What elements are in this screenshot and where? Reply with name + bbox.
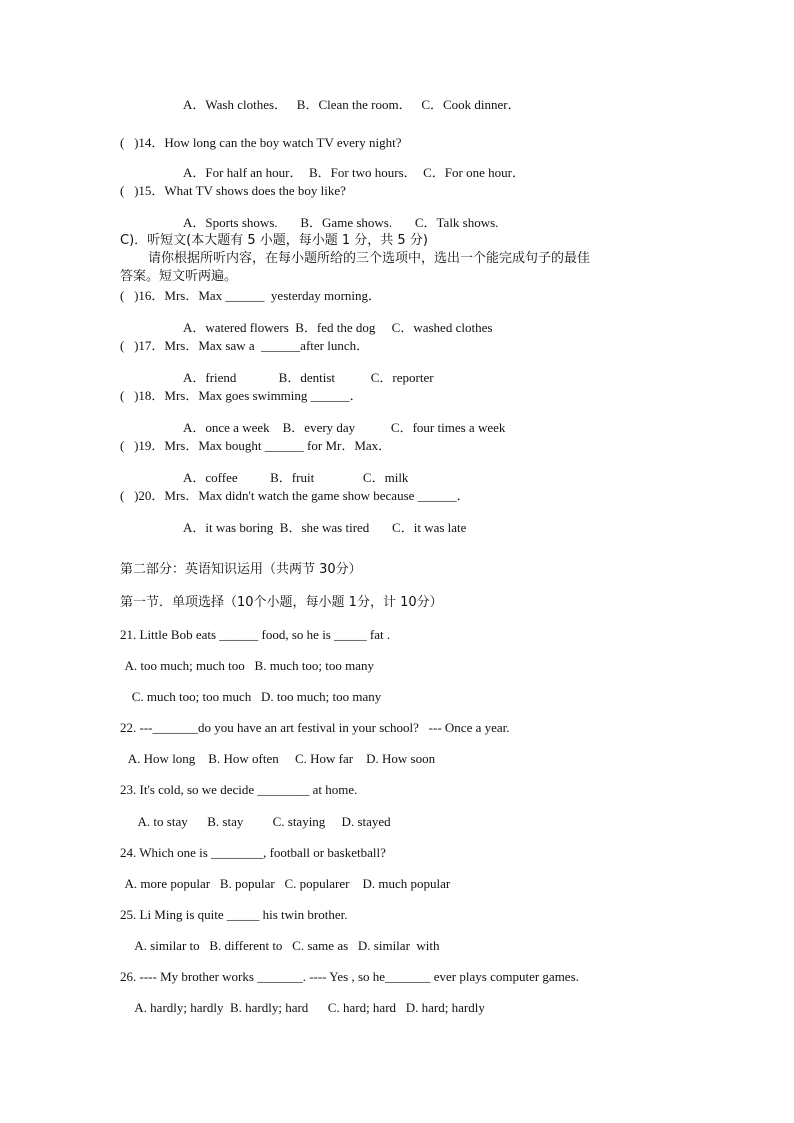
q26-options: A. hardly; hardly B. hardly; hard C. hard; hard D. hard; hardly bbox=[122, 1000, 485, 1015]
listening-c-heading: C)．听短文(本大题有 5 小题，每小题 1 分，共 5 分) bbox=[120, 233, 428, 248]
q15-stem: ( )15．What TV shows does the boy like? bbox=[120, 183, 346, 198]
q22-options: A. How long B. How often C. How far D. How soon bbox=[122, 751, 436, 766]
q25-options: A. similar to B. different to C. same as D. similar with bbox=[122, 938, 440, 953]
q23-options: A. to stay B. stay C. staying D. stayed bbox=[122, 814, 391, 829]
q21-stem: 21. Little Bob eats ______ food, so he is _____ fat . bbox=[120, 627, 391, 642]
q24-stem: 24. Which one is ________, football or basketball? bbox=[120, 845, 386, 860]
q23-stem: 23. It's cold, so we decide ________ at home. bbox=[120, 782, 358, 797]
listening-c-instruction: 请你根据所听内容，在每小题所给的三个选项中，选出一个能完成句子的最佳 bbox=[148, 251, 591, 266]
section1-heading: 第一节．单项选择（10个小题，每小题 1分，计 10分） bbox=[120, 595, 443, 610]
q15-options: A．Sports shows. B．Game shows. C．Talk shows. bbox=[183, 215, 499, 230]
part2-heading: 第二部分：英语知识运用（共两节 30分） bbox=[120, 562, 362, 577]
q21-options: A. too much; much too B. much too; too many bbox=[122, 658, 375, 673]
q21-options-cont: C. much too; too much D. too much; too many bbox=[122, 689, 382, 704]
q16-stem: ( )16．Mrs．Max ______ yesterday morning． bbox=[120, 288, 382, 303]
q20-options: A．it was boring B．she was tired C．it was late bbox=[183, 520, 467, 535]
q19-stem: ( )19．Mrs．Max bought ______ for Mr．Max． bbox=[120, 438, 392, 453]
q26-stem: 26. ---- My brother works _______. ---- Yes , so he_______ ever plays computer games. bbox=[120, 969, 579, 984]
q18-options: A．once a week B．every day C．four times a week bbox=[183, 420, 506, 435]
q24-options: A. more popular B. popular C. popularer D. much popular bbox=[122, 876, 451, 891]
q14-stem: ( )14．How long can the boy watch TV every night? bbox=[120, 135, 402, 150]
q17-options: A．friend B．dentist C．reporter bbox=[183, 370, 434, 385]
q19-options: A．coffee B．fruit C．milk bbox=[183, 470, 409, 485]
q20-stem: ( )20．Mrs．Max didn't watch the game show because ______． bbox=[120, 488, 470, 503]
q25-stem: 25. Li Ming is quite _____ his twin brother. bbox=[120, 907, 348, 922]
q22-stem: 22. ---_______do you have an art festival in your school? --- Once a year. bbox=[120, 720, 510, 735]
q14-options: A．For half an hour． B．For two hours． C．For one hour． bbox=[183, 165, 525, 180]
q18-stem: ( )18．Mrs．Max goes swimming ______． bbox=[120, 388, 363, 403]
q13-options: A．Wash clothes． B．Clean the room． C．Cook dinner． bbox=[183, 97, 521, 112]
listening-c-instruction-cont: 答案。短文听两遍。 bbox=[120, 269, 238, 284]
q16-options: A．watered flowers B．fed the dog C．washed clothes bbox=[183, 320, 493, 335]
q17-stem: ( )17．Mrs．Max saw a ______after lunch． bbox=[120, 338, 370, 353]
